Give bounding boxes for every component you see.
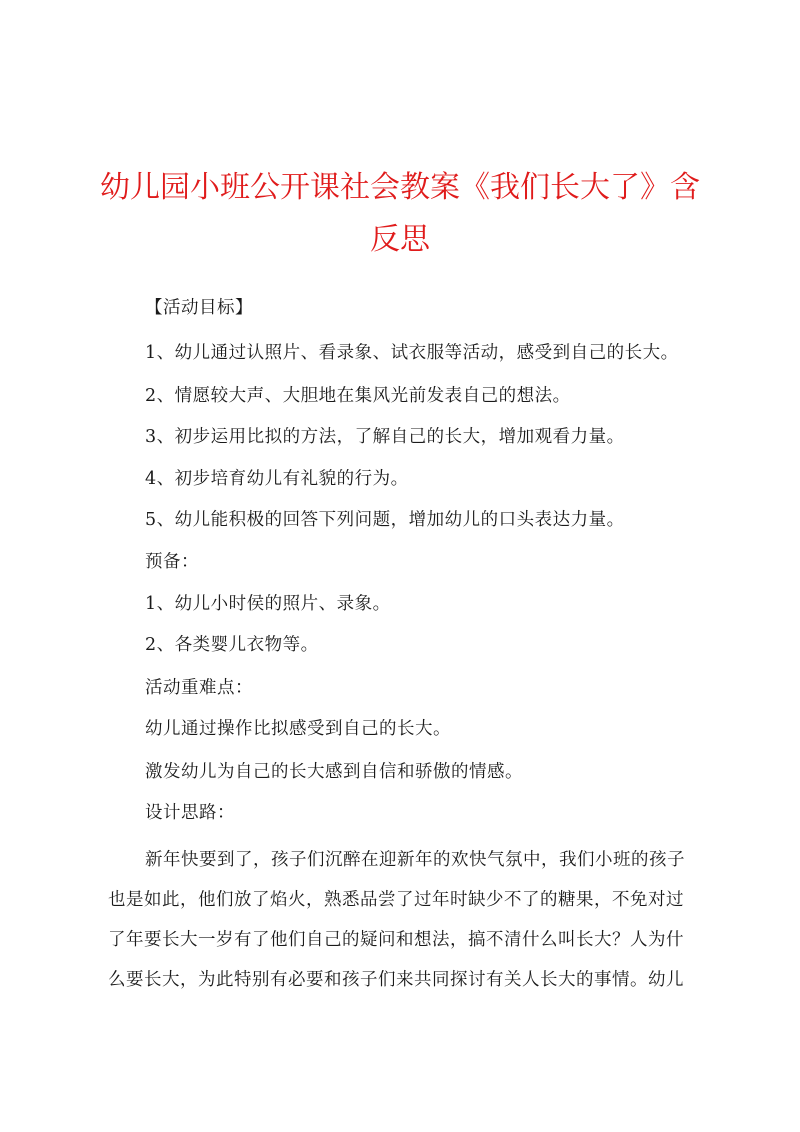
section-heading-prep: 预备： [145,552,199,572]
prep-item-1: 1、幼儿小时侯的照片、录象。 [145,594,391,614]
key-item-2: 激发幼儿为自己的长大感到自信和骄傲的情感。 [145,762,523,782]
goal-item-3: 3、初步运用比拟的方法，了解自己的长大，增加观看力量。 [145,427,625,447]
design-line-1: 新年快要到了，孩子们沉醉在迎新年的欢快气氛中，我们小班的孩子 [145,850,685,870]
goal-item-1: 1、幼儿通过认照片、看录象、试衣服等活动，感受到自己的长大。 [145,343,679,363]
section-heading-design: 设计思路： [145,803,235,823]
design-line-3: 了年要长大一岁有了他们自己的疑问和想法，搞不清什么叫长大？人为什 [108,930,684,950]
design-line-4: 么要长大，为此特别有必要和孩子们来共同探讨有关人长大的事情。幼儿 [108,970,684,990]
prep-item-2: 2、各类婴儿衣物等。 [145,635,319,655]
design-paragraph [108,840,702,1000]
title-line-2: 反思 [370,222,430,257]
page-title [90,162,710,266]
title-line-1: 幼儿园小班公开课社会教案《我们长大了》含 [100,170,700,205]
section-heading-key: 活动重难点： [145,678,253,698]
section-heading-goals: 【活动目标】 [145,298,253,318]
goal-item-5: 5、幼儿能积极的回答下列问题，增加幼儿的口头表达力量。 [145,510,625,530]
key-item-1: 幼儿通过操作比拟感受到自己的长大。 [145,719,451,739]
design-line-2: 也是如此，他们放了焰火，熟悉品尝了过年时缺少不了的糖果，不免对过 [108,890,684,910]
goal-item-4: 4、初步培育幼儿有礼貌的行为。 [145,469,409,489]
goal-item-2: 2、情愿较大声、大胆地在集风光前发表自己的想法。 [145,386,571,406]
